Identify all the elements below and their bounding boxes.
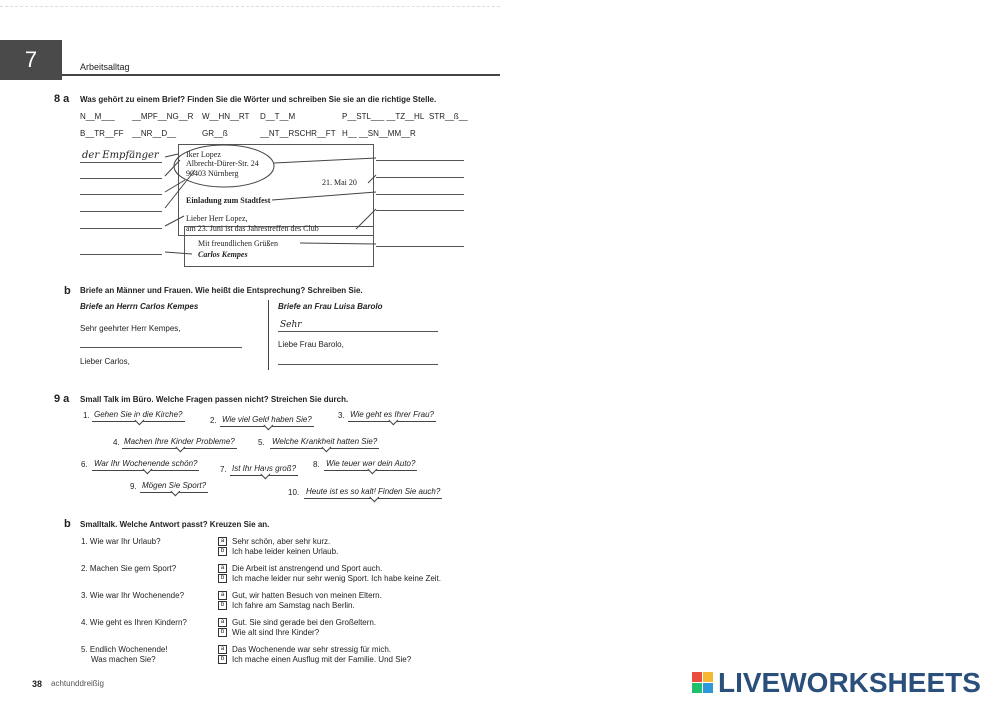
ex9b-option-4a[interactable]: a Gut. Sie sind gerade bei den Großeltern. [218, 618, 376, 628]
page-word: achtunddreißig [51, 679, 104, 688]
checkbox-3b[interactable]: b [218, 601, 227, 610]
ex9b-question-1: 1. Wie war Ihr Urlaub? [81, 537, 161, 546]
letter-salutation: Lieber Herr Lopez, [186, 214, 248, 223]
q3-number: 3. [338, 411, 345, 420]
ex9b-option-5b[interactable]: b Ich mache einen Ausflug mit der Familie. Und Sie? [218, 655, 411, 665]
ex9a-instruction: Small Talk im Büro. Welche Fragen passen nicht? Streichen Sie durch. [80, 395, 349, 404]
question-bubble-3[interactable]: Wie geht es Ihrer Frau? [348, 410, 436, 422]
ex8b-right-answer-text: Sehr [280, 320, 302, 330]
checkbox-3a[interactable]: a [218, 591, 227, 600]
ex9b-option-3a[interactable]: a Gut, wir hatten Besuch von meinen Eltern. [218, 591, 382, 601]
question-bubble-6[interactable]: War Ihr Wochenende schön? [92, 459, 199, 471]
arrow-1 [165, 154, 178, 157]
letter-date: 21. Mai 20 [322, 178, 357, 187]
arrow-11 [300, 243, 376, 244]
ex8b-left-line1: Sehr geehrter Herr Kempes, [80, 324, 181, 333]
letter-body: am 23. Juni ist das Jahrestreffen des Club [186, 224, 319, 233]
arrow-8 [368, 175, 376, 183]
ex8b-right-header: Briefe an Frau Luisa Barolo [278, 302, 383, 311]
ex9b-question-5: 5. Endlich Wochenende! [81, 645, 168, 654]
letter-subject: Einladung zum Stadtfest [186, 196, 271, 205]
checkbox-1b[interactable]: b [218, 547, 227, 556]
arrow-10 [356, 209, 376, 229]
q10-number: 10. [288, 488, 300, 497]
ex8a-instruction: Was gehört zu einem Brief? Finden Sie die Wörter und schreiben Sie sie an die richtige Stelle. [80, 95, 437, 104]
ex8b-left-header: Briefe an Herrn Carlos Kempes [80, 302, 199, 311]
letter-closing: Mit freundlichen Grüßen [198, 239, 278, 248]
question-bubble-1[interactable]: Gehen Sie in die Kirche? [92, 410, 185, 422]
page-number: 38 [32, 679, 43, 689]
ex9b-letter: b [64, 518, 71, 530]
question-bubble-5[interactable]: Welche Krankheit hatten Sie? [270, 437, 379, 449]
arrow-9 [272, 192, 376, 200]
liveworksheets-watermark: LIVEWORKSHEETS [718, 667, 981, 698]
q7-number: 7. [220, 465, 227, 474]
q1-number: 1. [83, 411, 90, 420]
ex9b-option-3b[interactable]: b Ich fahre am Samstag nach Berlin. [218, 601, 355, 611]
q2-number: 2. [210, 416, 217, 425]
ex8a-number: 8 a [54, 93, 70, 105]
checkbox-5b[interactable]: b [218, 655, 227, 664]
question-bubble-7[interactable]: Ist Ihr Haus groß? [230, 464, 298, 476]
letter-recipient-name: Iker Lopez [186, 150, 221, 159]
ex9b-option-4b[interactable]: b Wie alt sind Ihre Kinder? [218, 628, 319, 638]
example-answer: der Empfänger [82, 150, 159, 161]
letter-recipient-city: 90403 Nürnberg [186, 169, 239, 178]
ex9a-number: 9 a [54, 393, 70, 405]
checkbox-2b[interactable]: b [218, 574, 227, 583]
checkbox-1a[interactable]: a [218, 537, 227, 546]
ex8b-right-answer-2[interactable] [278, 364, 438, 365]
chapter-tab: 7 [0, 40, 62, 80]
liveworksheets-logo-icon [692, 672, 714, 694]
ex9b-question-3: 3. Wie war Ihr Wochenende? [81, 591, 185, 600]
q4-number: 4. [113, 438, 120, 447]
ex9b-question-2: 2. Machen Sie gern Sport? [81, 564, 177, 573]
letter-signature: Carlos Kempes [198, 250, 248, 259]
q6-number: 6. [81, 460, 88, 469]
ex9b-option-2a[interactable]: a Die Arbeit ist anstrengend und Sport auch. [218, 564, 382, 574]
question-bubble-2[interactable]: Wie viel Geld haben Sie? [220, 415, 314, 427]
q9-number: 9. [130, 482, 137, 491]
letter-recipient-street: Albrecht-Dürer-Str. 24 [186, 159, 259, 168]
ex9b-option-2b[interactable]: b Ich mache leider nur sehr wenig Sport. Ich habe keine Zeit. [218, 574, 441, 584]
arrow-5 [165, 216, 184, 226]
q5-number: 5. [258, 438, 265, 447]
arrow-6 [165, 252, 192, 254]
question-bubble-9[interactable]: Mögen Sie Sport? [140, 481, 208, 493]
ex9b-option-1a[interactable]: a Sehr schön, aber sehr kurz. [218, 537, 330, 547]
question-bubble-10[interactable]: Heute ist es so kalt! Finden Sie auch? [304, 487, 442, 499]
ex8b-letter: b [64, 285, 71, 297]
letter-arrows [0, 0, 500, 280]
ex8b-left-answer[interactable] [80, 347, 242, 348]
ex9b-question-4: 4. Wie geht es Ihren Kindern? [81, 618, 187, 627]
checkbox-2a[interactable]: a [218, 564, 227, 573]
ex9b-option-1b[interactable]: b Ich habe leider keinen Urlaub. [218, 547, 338, 557]
ex8b-right-answer[interactable] [278, 331, 438, 332]
arrow-7 [274, 158, 376, 163]
ex8b-left-line2: Lieber Carlos, [80, 357, 130, 366]
q8-number: 8. [313, 460, 320, 469]
ex9b-instruction: Smalltalk. Welche Antwort passt? Kreuzen Sie an. [80, 520, 270, 529]
chapter-title: Arbeitsalltag [80, 62, 130, 72]
ex8b-instruction: Briefe an Männer und Frauen. Wie heißt die Entsprechung? Schreiben Sie. [80, 286, 363, 295]
checkbox-4a[interactable]: a [218, 618, 227, 627]
question-bubble-4[interactable]: Machen Ihre Kinder Probleme? [122, 437, 237, 449]
checkbox-4b[interactable]: b [218, 628, 227, 637]
question-bubble-8[interactable]: Wie teuer war dein Auto? [324, 459, 417, 471]
ex8b-right-line2: Liebe Frau Barolo, [278, 340, 344, 349]
column-divider [268, 300, 269, 370]
checkbox-5a[interactable]: a [218, 645, 227, 654]
ex9b-option-5a[interactable]: a Das Wochenende war sehr stressig für mich. [218, 645, 391, 655]
ex9b-question-5-cont: Was machen Sie? [91, 655, 156, 664]
